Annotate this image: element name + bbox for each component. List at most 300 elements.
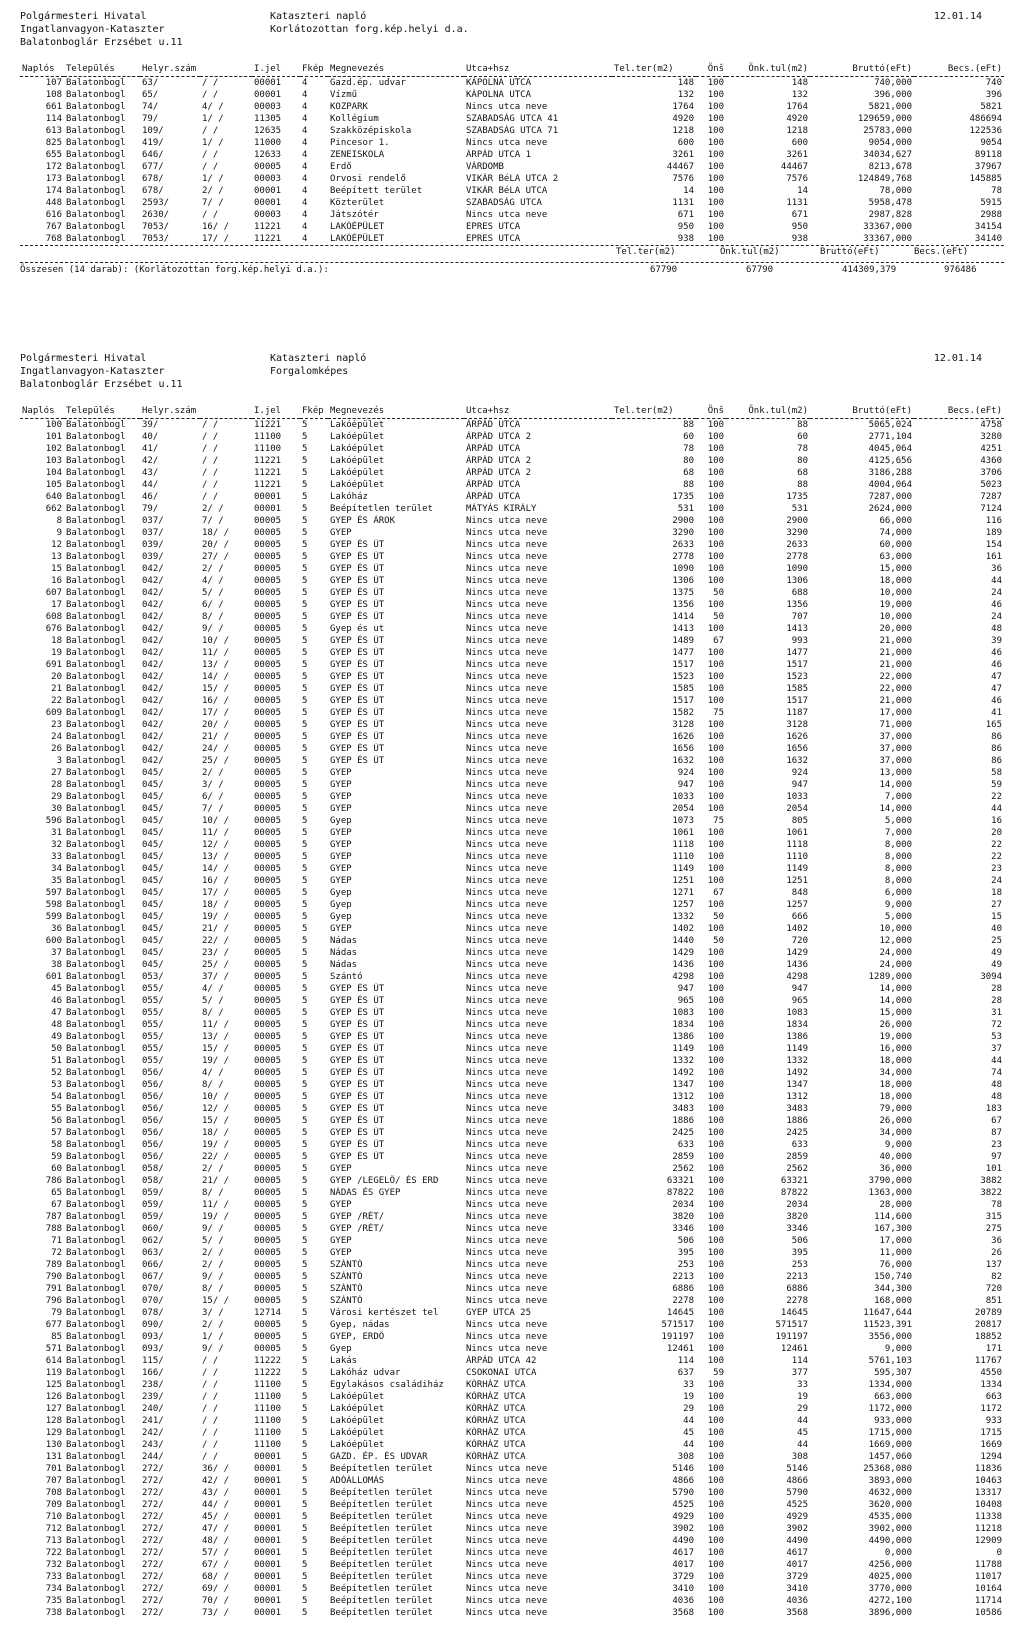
report-header	[0, 352, 1024, 404]
alszam-cell: 27/ /	[202, 552, 230, 562]
alszam-cell: 69/ /	[202, 1584, 230, 1594]
helyrajzi-cell: 43/	[142, 468, 159, 478]
helyrajzi-cell: 042/	[142, 744, 164, 754]
helyrajzi-cell: 037/	[142, 516, 164, 526]
helyrajzi-cell: 40/	[142, 432, 159, 442]
utca-cell: Nincs utca neve	[466, 996, 548, 1006]
utca-cell: ÁRPÁD UTCA 2	[466, 468, 532, 478]
telepules-cell: Balatonbogl	[66, 186, 126, 196]
onres-cell: 100	[707, 1512, 724, 1522]
ijel-cell: 00005	[254, 744, 282, 754]
telter-cell: 5790	[672, 1488, 694, 1498]
utca-cell: Nincs utca neve	[466, 138, 548, 148]
ijel-cell: 00001	[254, 1548, 282, 1558]
telter-cell: 4929	[672, 1512, 694, 1522]
helyrajzi-cell: 79/	[142, 504, 159, 514]
table-row	[20, 935, 1004, 947]
megnevezes-cell: NÁDAS ÉS GYEP	[330, 1188, 401, 1198]
utca-cell: Nincs utca neve	[466, 948, 548, 958]
ijel-cell: 00005	[254, 528, 282, 538]
onres-cell: 100	[707, 600, 724, 610]
becs-cell: 26	[991, 1248, 1002, 1258]
telter-cell: 1402	[672, 924, 694, 934]
helyrajzi-cell: 058/	[142, 1176, 164, 1186]
helyrajzi-cell: 066/	[142, 1260, 164, 1270]
telepules-cell: Balatonbogl	[66, 1212, 126, 1222]
ijel-cell: 00005	[254, 684, 282, 694]
onres-cell: 100	[707, 150, 724, 160]
alszam-cell: 4/ /	[202, 102, 224, 112]
onktul-cell: 1656	[786, 744, 808, 754]
utca-cell: ÁRPÁD UTCA 2	[466, 432, 532, 442]
telepules-cell: Balatonbogl	[66, 138, 126, 148]
table-row	[20, 1355, 1004, 1367]
megnevezes-cell: Városi kertészet tel	[330, 1308, 439, 1318]
table-row	[20, 431, 1004, 443]
ijel-cell: 00005	[254, 1344, 282, 1354]
onktul-cell: 1110	[786, 852, 808, 862]
naplo-cell: 18	[51, 636, 62, 646]
telepules-cell: Balatonbogl	[66, 1236, 126, 1246]
onktul-cell: 6886	[786, 1284, 808, 1294]
ijel-cell: 00003	[254, 210, 282, 220]
telepules-cell: Balatonbogl	[66, 780, 126, 790]
naplo-cell: 46	[51, 996, 62, 1006]
ijel-cell: 00001	[254, 198, 282, 208]
alszam-cell: 21/ /	[202, 732, 230, 742]
onktul-cell: 60	[797, 432, 808, 442]
brutto-cell: 60,000	[879, 540, 912, 550]
telepules-cell: Balatonbogl	[66, 924, 126, 934]
telter-cell: 88	[683, 480, 694, 490]
ijel-cell: 00001	[254, 492, 282, 502]
ijel-cell: 00005	[254, 960, 282, 970]
table-row	[20, 455, 1004, 467]
helyrajzi-cell: 042/	[142, 624, 164, 634]
naplo-cell: 19	[51, 648, 62, 658]
utca-cell: Nincs utca neve	[466, 1068, 548, 1078]
brutto-cell: 21,000	[879, 636, 912, 646]
alszam-cell: 16/ /	[202, 696, 230, 706]
brutto-cell: 40,000	[879, 1152, 912, 1162]
helyrajzi-cell: 070/	[142, 1296, 164, 1306]
telter-cell: 1477	[672, 648, 694, 658]
ijel-cell: 00005	[254, 1284, 282, 1294]
becs-cell: 3882	[980, 1176, 1002, 1186]
brutto-cell: 10,000	[879, 588, 912, 598]
naplo-cell: 53	[51, 1080, 62, 1090]
becs-cell: 663	[985, 1392, 1002, 1402]
becs-cell: 183	[985, 1104, 1002, 1114]
telepules-cell: Balatonbogl	[66, 1512, 126, 1522]
helyrajzi-cell: 055/	[142, 996, 164, 1006]
megnevezes-cell: Orvosi rendelő	[330, 174, 406, 184]
megnevezes-cell: Szántó	[330, 972, 363, 982]
naplo-cell: 613	[45, 126, 62, 136]
ijel-cell: 11222	[254, 1356, 282, 1366]
onres-cell: 100	[707, 1560, 724, 1570]
ijel-cell: 00005	[254, 600, 282, 610]
summary-label-tel: Tel.ter(m2)	[616, 247, 676, 257]
naplo-cell: 54	[51, 1092, 62, 1102]
fkep-cell: 5	[302, 1404, 308, 1414]
helyrajzi-cell: 045/	[142, 876, 164, 886]
becs-cell: 34154	[974, 222, 1002, 232]
telter-cell: 1312	[672, 1092, 694, 1102]
telepules-cell: Balatonbogl	[66, 888, 126, 898]
onktul-cell: 5146	[786, 1464, 808, 1474]
ijel-cell: 00003	[254, 174, 282, 184]
becs-cell: 36	[991, 1236, 1002, 1246]
fkep-cell: 5	[302, 1416, 308, 1426]
onktul-cell: 1356	[786, 600, 808, 610]
fkep-cell: 4	[302, 114, 308, 124]
naplo-cell: 127	[45, 1404, 62, 1414]
telepules-cell: Balatonbogl	[66, 1248, 126, 1258]
onres-cell: 100	[707, 792, 724, 802]
onres-cell: 100	[707, 1500, 724, 1510]
megnevezes-cell: GYEP ÉS ÁROK	[330, 516, 396, 526]
onres-cell: 100	[707, 78, 724, 88]
alszam-cell: 2/ /	[202, 1320, 224, 1330]
brutto-cell: 21,000	[879, 696, 912, 706]
fkep-cell: 5	[302, 564, 308, 574]
ijel-cell: 00005	[254, 1176, 282, 1186]
megnevezes-cell: Gyep	[330, 912, 352, 922]
ijel-cell: 00005	[254, 1200, 282, 1210]
telter-cell: 3483	[672, 1104, 694, 1114]
brutto-cell: 14,000	[879, 996, 912, 1006]
megnevezes-cell: LAKÓÉPÜLET	[330, 234, 385, 244]
onres-cell: 100	[707, 576, 724, 586]
becs-cell: 47	[991, 684, 1002, 694]
onres-cell: 100	[707, 684, 724, 694]
telter-cell: 1585	[672, 684, 694, 694]
brutto-cell: 2624,000	[868, 504, 912, 514]
telepules-cell: Balatonbogl	[66, 1176, 126, 1186]
becs-cell: 34140	[974, 234, 1002, 244]
fkep-cell: 5	[302, 1572, 308, 1582]
onktul-cell: 4017	[786, 1560, 808, 1570]
telepules-cell: Balatonbogl	[66, 1608, 126, 1618]
becs-cell: 171	[985, 1344, 1002, 1354]
table-row	[20, 1259, 1004, 1271]
table-row	[20, 1199, 1004, 1211]
onktul-cell: 1735	[786, 492, 808, 502]
becs-cell: 396	[985, 90, 1002, 100]
alszam-cell: 2/ /	[202, 186, 224, 196]
brutto-cell: 150,740	[874, 1272, 912, 1282]
table-row	[20, 1475, 1004, 1487]
helyrajzi-cell: 056/	[142, 1152, 164, 1162]
telepules-cell: Balatonbogl	[66, 792, 126, 802]
helyrajzi-cell: 272/	[142, 1488, 164, 1498]
naplo-cell: 17	[51, 600, 62, 610]
utca-cell: Nincs utca neve	[466, 1524, 548, 1534]
table-row	[20, 1499, 1004, 1511]
helyrajzi-cell: 093/	[142, 1344, 164, 1354]
becs-cell: 58	[991, 768, 1002, 778]
helyrajzi-cell: 042/	[142, 660, 164, 670]
brutto-cell: 124849,768	[857, 174, 912, 184]
utca-cell: Nincs utca neve	[466, 912, 548, 922]
helyrajzi-cell: 078/	[142, 1308, 164, 1318]
megnevezes-cell: GYEP ÉS ÚT	[330, 744, 385, 754]
onktul-cell: 720	[791, 936, 808, 946]
utca-cell: Nincs utca neve	[466, 864, 548, 874]
ijel-cell: 11100	[254, 1428, 282, 1438]
alszam-cell: 3/ /	[202, 1308, 224, 1318]
fkep-cell: 5	[302, 984, 308, 994]
utca-cell: Nincs utca neve	[466, 1548, 548, 1558]
megnevezes-cell: GYEP ÉS ÚT	[330, 552, 385, 562]
onktul-cell: 1218	[786, 126, 808, 136]
becs-cell: 16	[991, 816, 1002, 826]
onres-cell: 100	[707, 840, 724, 850]
helyrajzi-cell: 045/	[142, 936, 164, 946]
megnevezes-cell: GYEP ÉS ÚT	[330, 636, 385, 646]
naplo-cell: 607	[45, 588, 62, 598]
telepules-cell: Balatonbogl	[66, 756, 126, 766]
ijel-cell: 00001	[254, 1596, 282, 1606]
fkep-cell: 4	[302, 126, 308, 136]
alszam-cell: / /	[202, 1368, 219, 1378]
utca-cell: Nincs utca neve	[466, 936, 548, 946]
becs-cell: 46	[991, 696, 1002, 706]
table-row	[20, 923, 1004, 935]
helyrajzi-cell: 037/	[142, 528, 164, 538]
becs-cell: 9054	[980, 138, 1002, 148]
becs-cell: 86	[991, 732, 1002, 742]
helyrajzi-cell: 79/	[142, 114, 159, 124]
onres-cell: 75	[713, 816, 724, 826]
telter-cell: 2425	[672, 1128, 694, 1138]
megnevezes-cell: GYEP ÉS ÚT	[330, 1104, 385, 1114]
utca-cell: Nincs utca neve	[466, 1512, 548, 1522]
header-left	[20, 10, 183, 49]
fkep-cell: 5	[302, 948, 308, 958]
helyrajzi-cell: 241/	[142, 1416, 164, 1426]
telter-cell: 1347	[672, 1080, 694, 1090]
ijel-cell: 00005	[254, 996, 282, 1006]
onres-cell: 100	[707, 864, 724, 874]
telter-cell: 1110	[672, 852, 694, 862]
onres-cell: 100	[707, 804, 724, 814]
divider	[20, 245, 1004, 246]
header-middle	[270, 10, 469, 36]
naplo-cell: 59	[51, 1152, 62, 1162]
naplo-cell: 107	[45, 78, 62, 88]
becs-cell: 12909	[974, 1536, 1002, 1546]
helyrajzi-cell: 272/	[142, 1524, 164, 1534]
alszam-cell: 36/ /	[202, 1464, 230, 1474]
utca-cell: EPRES UTCA	[466, 234, 521, 244]
alszam-cell: 22/ /	[202, 1152, 230, 1162]
ijel-cell: 00005	[254, 162, 282, 172]
onres-cell: 100	[707, 480, 724, 490]
telepules-cell: Balatonbogl	[66, 420, 126, 430]
naplo-cell: 796	[45, 1296, 62, 1306]
helyrajzi-cell: 045/	[142, 768, 164, 778]
report-date: 12.01.14	[933, 11, 982, 22]
fkep-cell: 4	[302, 198, 308, 208]
fkep-cell: 5	[302, 1152, 308, 1162]
brutto-cell: 8,000	[884, 864, 912, 874]
alszam-cell: 17/ /	[202, 234, 230, 244]
ijel-cell: 12714	[254, 1308, 282, 1318]
ijel-cell: 00005	[254, 1332, 282, 1342]
fkep-cell: 5	[302, 912, 308, 922]
telepules-cell: Balatonbogl	[66, 480, 126, 490]
table-row	[20, 587, 1004, 599]
onres-cell: 100	[707, 660, 724, 670]
ijel-cell: 00005	[254, 864, 282, 874]
table-row	[20, 443, 1004, 455]
helyrajzi-cell: 059/	[142, 1188, 164, 1198]
brutto-cell: 66,000	[879, 516, 912, 526]
telter-cell: 1218	[672, 126, 694, 136]
utca-cell: Nincs utca neve	[466, 1476, 548, 1486]
summary-tel: 67790	[650, 265, 678, 275]
table-row	[20, 1223, 1004, 1235]
table-row	[20, 1115, 1004, 1127]
onktul-cell: 1517	[786, 696, 808, 706]
naplo-cell: 24	[51, 732, 62, 742]
telepules-cell: Balatonbogl	[66, 1116, 126, 1126]
utca-cell: Nincs utca neve	[466, 636, 548, 646]
ijel-cell: 00005	[254, 1008, 282, 1018]
utca-cell: MÁTYÁS KIRÁLY	[466, 504, 537, 514]
naplo-cell: 104	[45, 468, 62, 478]
megnevezes-cell: GYEP ÉS ÚT	[330, 1116, 385, 1126]
telepules-cell: Balatonbogl	[66, 936, 126, 946]
table-row	[20, 851, 1004, 863]
telter-cell: 3902	[672, 1524, 694, 1534]
helyrajzi-cell: 045/	[142, 924, 164, 934]
alszam-cell: / /	[202, 150, 219, 160]
fkep-cell: 4	[302, 78, 308, 88]
ijel-cell: 00005	[254, 792, 282, 802]
becs-cell: 13317	[974, 1488, 1002, 1498]
naplo-cell: 34	[51, 864, 62, 874]
megnevezes-cell: Gazd.ép. udvar	[330, 78, 406, 88]
megnevezes-cell: Lakóépület	[330, 1404, 385, 1414]
alszam-cell: / /	[202, 1380, 219, 1390]
helyrajzi-cell: 090/	[142, 1320, 164, 1330]
becs-cell: 39	[991, 636, 1002, 646]
utca-cell: Nincs utca neve	[466, 780, 548, 790]
onres-cell: 100	[707, 1188, 724, 1198]
naplo-cell: 20	[51, 672, 62, 682]
telter-cell: 308	[677, 1452, 694, 1462]
brutto-cell: 36,000	[879, 1164, 912, 1174]
ijel-cell: 00001	[254, 1572, 282, 1582]
megnevezes-cell: Lakás	[330, 1356, 358, 1366]
table-row	[20, 659, 1004, 671]
fkep-cell: 5	[302, 528, 308, 538]
becs-cell: 720	[985, 1284, 1002, 1294]
onres-cell: 100	[707, 102, 724, 112]
becs-cell: 49	[991, 960, 1002, 970]
table-row	[20, 647, 1004, 659]
onres-cell: 100	[707, 1584, 724, 1594]
alszam-cell: 7/ /	[202, 804, 224, 814]
onktul-cell: 114	[791, 1356, 808, 1366]
onktul-cell: 2633	[786, 540, 808, 550]
table-row	[20, 1415, 1004, 1427]
telter-cell: 1033	[672, 792, 694, 802]
table-row	[20, 731, 1004, 743]
utca-cell: Nincs utca neve	[466, 828, 548, 838]
table-row	[20, 1367, 1004, 1379]
header-left	[20, 352, 183, 391]
onktul-cell: 132	[791, 90, 808, 100]
helyrajzi-cell: 045/	[142, 864, 164, 874]
table-row	[20, 695, 1004, 707]
telter-cell: 1251	[672, 876, 694, 886]
alszam-cell: 47/ /	[202, 1524, 230, 1534]
column-header: I.jel	[252, 404, 300, 419]
brutto-cell: 4272,100	[868, 1596, 912, 1606]
naplo-cell: 12	[51, 540, 62, 550]
telter-cell: 1414	[672, 612, 694, 622]
megnevezes-cell: GYEP ÉS ÚT	[330, 696, 385, 706]
fkep-cell: 5	[302, 1092, 308, 1102]
helyrajzi-cell: 053/	[142, 972, 164, 982]
telter-cell: 1271	[672, 888, 694, 898]
fkep-cell: 5	[302, 1320, 308, 1330]
megnevezes-cell: Pincesor 1.	[330, 138, 390, 148]
becs-cell: 3822	[980, 1188, 1002, 1198]
ijel-cell: 00005	[254, 624, 282, 634]
ijel-cell: 00001	[254, 1452, 282, 1462]
fkep-cell: 5	[302, 1020, 308, 1030]
megnevezes-cell: Beépítetlen terület	[330, 1584, 433, 1594]
table-row	[20, 185, 1004, 197]
utca-cell: Nincs utca neve	[466, 612, 548, 622]
fkep-cell: 5	[302, 1332, 308, 1342]
column-header: Becs.(eFt)	[914, 404, 1004, 419]
naplo-cell: 55	[51, 1104, 62, 1114]
onktul-cell: 1061	[786, 828, 808, 838]
alszam-cell: / /	[202, 480, 219, 490]
megnevezes-cell: GYEP ÉS ÚT	[330, 1032, 385, 1042]
telepules-cell: Balatonbogl	[66, 1320, 126, 1330]
becs-cell: 1715	[980, 1428, 1002, 1438]
onktul-cell: 14	[797, 186, 808, 196]
telepules-cell: Balatonbogl	[66, 210, 126, 220]
alszam-cell: 21/ /	[202, 1176, 230, 1186]
telter-cell: 1090	[672, 564, 694, 574]
telepules-cell: Balatonbogl	[66, 804, 126, 814]
utca-cell: Nincs utca neve	[466, 708, 548, 718]
summary-onk: 67790	[746, 265, 774, 275]
onres-cell: 100	[707, 126, 724, 136]
megnevezes-cell: Gyep, nádas	[330, 1320, 390, 1330]
onres-cell: 100	[707, 138, 724, 148]
helyrajzi-cell: 678/	[142, 186, 164, 196]
brutto-cell: 4632,000	[868, 1488, 912, 1498]
utca-cell: SZABADSÁG UTCA 41	[466, 114, 559, 124]
column-header: Önk.tul(m2)	[726, 62, 810, 77]
telter-cell: 3729	[672, 1572, 694, 1582]
brutto-cell: 3556,000	[868, 1332, 912, 1342]
onres-cell: 100	[707, 234, 724, 244]
report-title: Kataszteri napló	[270, 353, 367, 364]
table-row	[20, 995, 1004, 1007]
naplo-cell: 29	[51, 792, 62, 802]
becs-cell: 24	[991, 588, 1002, 598]
